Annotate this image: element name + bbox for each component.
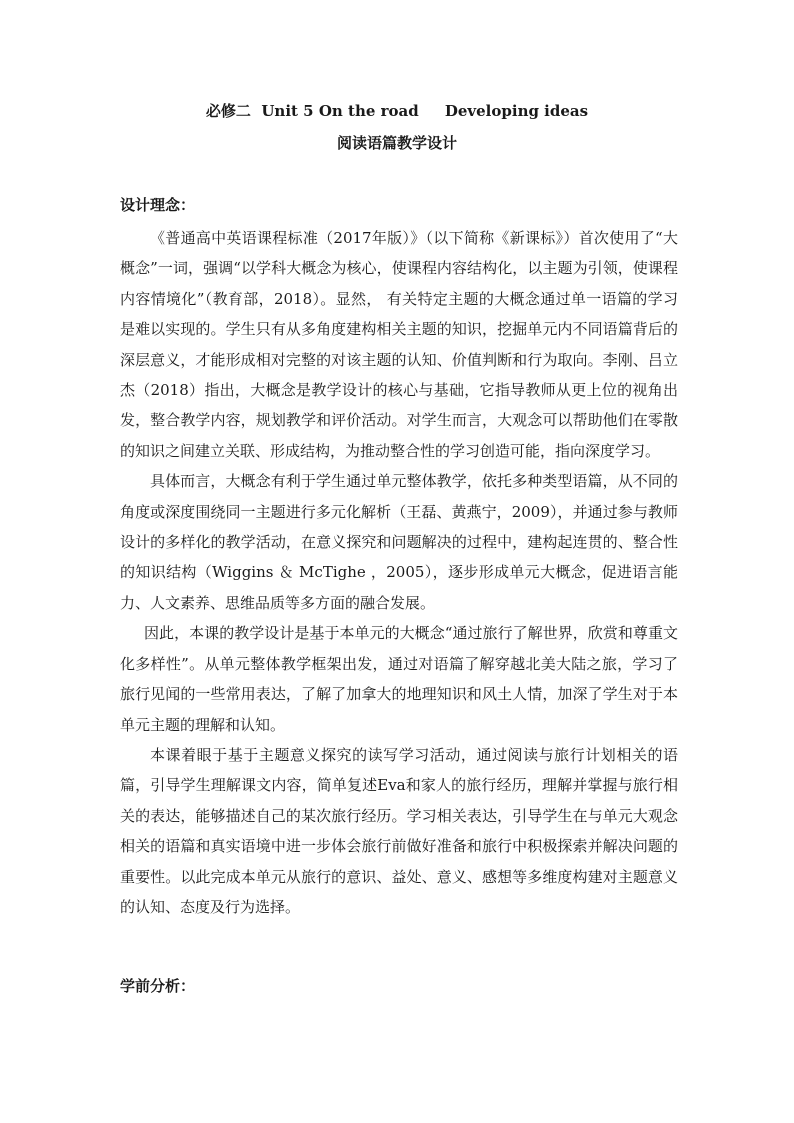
paragraph: 具体而言，大概念有利于学生通过单元整体教学，依托多种类型语篇，从不同的角度或深度围绕同一主题进行多元化解析（王磊、黄燕宁，2009），并通过参与教师设计的多样化的教学活动，在意义探究和问题解决的过程中，建构起连贯的、整合性的知识结构（Wiggins ＆ McTighe ，2005），逐步形成单元大概念，促进语言能力、人文素养、思维品质等多方面的融合发展。 (120, 472, 678, 612)
section-body-design-concept (120, 223, 678, 922)
document-title: 必修二 Unit 5 On the road Developing ideas (205, 102, 589, 120)
paragraph: 《普通高中英语课程标准（2017年版）》（以下简称《新课标》）首次使用了“大概念”一词，强调“以学科大概念为核心，使课程内容结构化，以主题为引领，使课程内容情境化”（教育部，2018）。显然， 有关特定主题的大概念通过单一语篇的学习是难以实现的。学生只有从多角度建构相关主题的知识，挖掘单元内不同语篇背后的深层意义，才能形成相对完整的对该主题的认知、价值判断和行为取向。李刚、吕立杰（2018）指出，大概念是教学设计的核心与基础，它指导教师从更上位的视角出发，整合教学内容，规划教学和评价活动。对学生而言，大观念可以帮助他们在零散的知识之间建立关联、形成结构，为推动整合性的学习创造可能，指向深度学习。 (120, 229, 678, 460)
paragraph: 本课着眼于基于主题意义探究的读写学习活动，通过阅读与旅行计划相关的语篇，引导学生理解课文内容，简单复述Eva和家人的旅行经历，理解并掌握与旅行相关的表达，能够描述自己的某次旅行经历。学习相关表达，引导学生在与单元大观念相关的语篇和真实语境中进一步体会旅行前做好准备和旅行中积极探索并解决问题的重要性。以此完成本单元从旅行的意识、益处、意义、感想等多维度构建对主题意义的认知、态度及行为选择。 (120, 745, 678, 916)
section-heading-design-concept: 设计理念： (120, 196, 196, 214)
section-heading-pre-analysis: 学前分析： (120, 977, 196, 995)
document-subtitle: 阅读语篇教学设计 (336, 134, 457, 152)
paragraph: 因此，本课的教学设计是基于本单元的大概念“通过旅行了解世界，欣赏和尊重文化多样性”。从单元整体教学框架出发，通过对语篇了解穿越北美大陆之旅，学习了旅行见闻的一些常用表达，了解了加拿大的地理知识和风土人情，加深了学生对于本单元主题的理解和认知。 (120, 624, 678, 734)
